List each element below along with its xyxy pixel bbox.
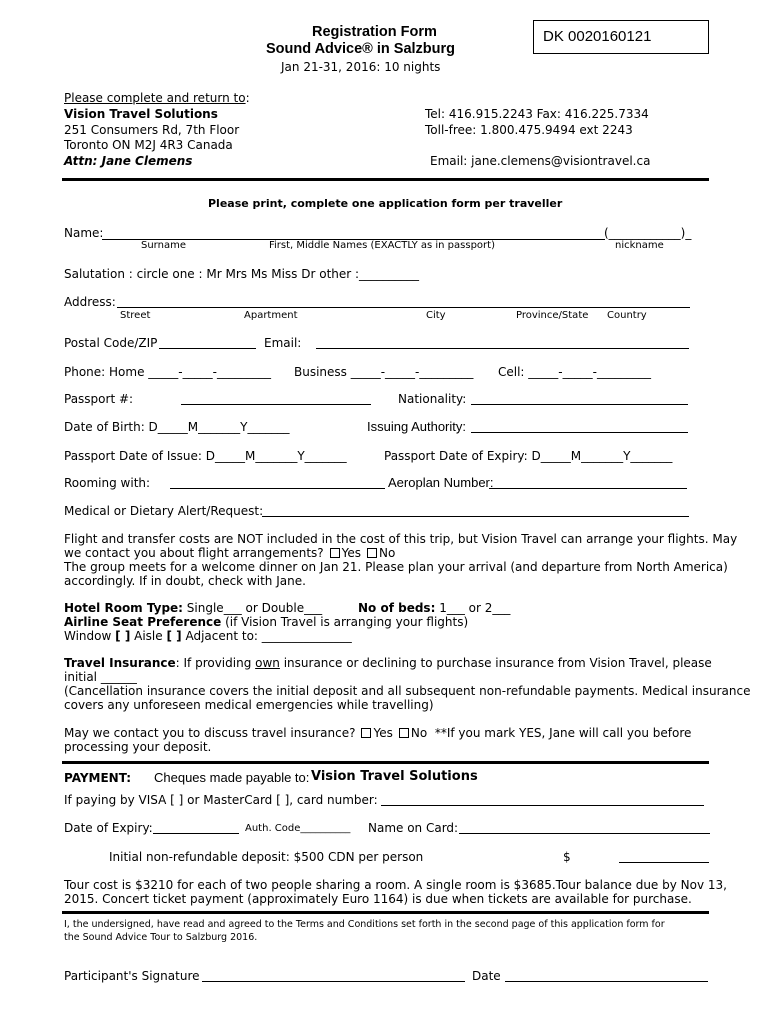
hotel-room-type-options: Single___ or Double___	[182, 601, 323, 615]
deposit-amount-field[interactable]	[619, 862, 709, 863]
return-label: Please complete and return to	[64, 91, 246, 105]
flight-no-label: No	[379, 546, 396, 560]
insurance-text-b: insurance or declining to purchase insurance from Vision Travel, please	[279, 656, 712, 670]
signature-date-field[interactable]	[505, 981, 708, 982]
reference-code-box	[533, 20, 709, 54]
beds-options: 1___ or 2___	[435, 601, 511, 615]
company-name: Vision Travel Solutions	[64, 107, 218, 121]
insurance-note-line2: covers any unforeseen medical emergencies while travelling)	[64, 698, 434, 712]
flight-yes-checkbox[interactable]	[330, 548, 340, 558]
name-label: Name:	[64, 226, 104, 240]
province-caption: Province/State	[516, 310, 589, 321]
phone-home-field[interactable]: Phone: Home _____-_____-_________	[64, 365, 271, 379]
agreement-line2: the Sound Advice Tour to Salzburg 2016.	[64, 932, 258, 943]
insurance-question-text: May we contact you to discuss travel insurance?	[64, 726, 356, 740]
toll-free: Toll-free: 1.800.475.9494 ext 2243	[425, 123, 633, 137]
passport-expiry-date-field[interactable]: Passport Date of Expiry: D_____M_______Y_______	[384, 449, 673, 463]
contact-email: Email: jane.clemens@visiontravel.ca	[430, 154, 651, 168]
aisle-label: Aisle	[134, 629, 163, 643]
insurance-text	[64, 656, 712, 670]
phone-fax: Tel: 416.915.2243 Fax: 416.225.7334	[425, 107, 649, 121]
flight-text-line3: The group meets for a welcome dinner on Jan 21. Please plan your arrival (and departure from North America)	[64, 560, 728, 574]
first-middle-caption: First, Middle Names (EXACTLY as in passport)	[269, 240, 495, 251]
flight-text-line4: accordingly. If in doubt, check with Jane.	[64, 574, 306, 588]
tour-dates: Jan 21-31, 2016: 10 nights	[281, 60, 441, 74]
tour-cost-line2: 2015. Concert ticket payment (approximately Euro 1164) is due when tickets are available for purchase.	[64, 892, 692, 906]
flight-no-checkbox[interactable]	[367, 548, 377, 558]
print-instructions: Please print, complete one application form per traveller	[208, 197, 563, 210]
email-label: Email:	[264, 336, 302, 350]
hotel-room-type-label: Hotel Room Type:	[64, 601, 183, 615]
signature-date-label: Date	[472, 969, 501, 983]
signature-field[interactable]	[202, 981, 465, 982]
card-expiry-field[interactable]	[153, 833, 239, 834]
insurance-no-label: No	[410, 726, 428, 740]
seat-label: Airline Seat Preference	[64, 615, 222, 629]
nationality-label: Nationality:	[398, 392, 467, 406]
company-address-line2: Toronto ON M2J 4R3 Canada	[64, 138, 233, 152]
medical-field[interactable]	[262, 516, 689, 517]
insurance-initial-field[interactable]: initial ______	[64, 670, 137, 684]
apartment-caption: Apartment	[244, 310, 298, 321]
name-on-card-label: Name on Card:	[368, 821, 459, 835]
insurance-own: own	[255, 656, 280, 670]
issuing-authority-field[interactable]	[471, 432, 688, 433]
country-caption: Country	[607, 310, 647, 321]
postal-code-field[interactable]	[159, 348, 256, 349]
window-checkbox[interactable]: [ ]	[115, 629, 131, 643]
flight-question	[64, 546, 395, 560]
flight-yes-label: Yes	[341, 546, 362, 560]
form-subtitle: Sound Advice® in Salzburg	[266, 41, 455, 57]
aeroplan-label: Aeroplan Number:	[388, 475, 494, 490]
name-on-card-field[interactable]	[459, 833, 710, 834]
rooming-with-label: Rooming with:	[64, 476, 151, 490]
insurance-label: Travel Insurance	[64, 656, 176, 670]
phone-business-field[interactable]: Business _____-_____-_________	[294, 365, 474, 379]
postal-code-label: Postal Code/ZIP	[64, 336, 158, 350]
city-caption: City	[426, 310, 446, 321]
cheques-text: Cheques made payable to:	[154, 770, 310, 785]
reference-code: DK 0020160121	[543, 28, 652, 45]
rooming-with-field[interactable]	[170, 488, 385, 489]
attention-contact: Attn: Jane Clemens	[64, 154, 193, 168]
hotel-room-type[interactable]	[64, 601, 322, 615]
signature-label: Participant's Signature	[64, 969, 200, 983]
tour-cost-line1: Tour cost is $3210 for each of two people sharing a room. A single room is $3685.Tour balance due by Nov 13,	[64, 878, 727, 892]
aisle-checkbox[interactable]: [ ]	[166, 629, 182, 643]
form-title: Registration Form	[312, 24, 437, 40]
flight-question-text: we contact you about flight arrangements?	[64, 546, 324, 560]
flight-text-line1: Flight and transfer costs are NOT included in the cost of this trip, but Vision Travel can arrange your flights. May	[64, 532, 738, 546]
deposit-text: Initial non-refundable deposit: $500 CDN per person	[109, 850, 424, 864]
insurance-contact-note: **If you mark YES, Jane will call you before	[434, 726, 692, 740]
payment-label: PAYMENT:	[64, 771, 132, 785]
return-colon: :	[245, 91, 250, 105]
card-expiry-label: Date of Expiry:	[64, 821, 153, 835]
address-label: Address:	[64, 295, 116, 309]
insurance-yes-label: Yes	[373, 726, 393, 740]
seat-note: (if Vision Travel is arranging your flights)	[221, 615, 469, 629]
agreement-line1: I, the undersigned, have read and agreed to the Terms and Conditions set forth in the second page of this application form for	[64, 919, 665, 930]
deposit-dollar: $	[563, 850, 571, 864]
medical-label: Medical or Dietary Alert/Request:	[64, 504, 264, 518]
address-field[interactable]	[117, 307, 690, 308]
beds-label: No of beds:	[358, 601, 436, 615]
insurance-no-checkbox[interactable]	[399, 728, 409, 738]
nickname-caption: nickname	[615, 240, 664, 251]
aeroplan-field[interactable]	[489, 488, 687, 489]
email-field[interactable]	[316, 348, 689, 349]
street-caption: Street	[120, 310, 151, 321]
seat-options	[64, 629, 352, 643]
phone-cell-field[interactable]: Cell: _____-_____-_________	[498, 365, 651, 379]
divider-top	[62, 178, 709, 181]
issuing-authority-label: Issuing Authority:	[367, 419, 466, 434]
insurance-contact-question	[64, 726, 691, 740]
insurance-yes-checkbox[interactable]	[361, 728, 371, 738]
auth-code-field[interactable]: Auth. Code__________	[245, 823, 351, 834]
passport-field[interactable]	[181, 404, 371, 405]
nationality-field[interactable]	[471, 404, 688, 405]
divider-agreement	[62, 911, 709, 914]
nickname-field[interactable]: (____________)_	[604, 226, 692, 240]
insurance-contact-note2: processing your deposit.	[64, 740, 212, 754]
date-of-birth-field[interactable]: Date of Birth: D_____M_______Y_______	[64, 420, 290, 434]
payee-name: Vision Travel Solutions	[311, 769, 478, 784]
card-type-text[interactable]: If paying by VISA [ ] or MasterCard [ ], card number:	[64, 793, 378, 807]
airline-seat-preference	[64, 615, 468, 629]
adjacent-field[interactable]: Adjacent to: _______________	[185, 629, 352, 643]
beds-count[interactable]	[358, 601, 510, 615]
card-number-field[interactable]	[381, 805, 704, 806]
salutation-field[interactable]: Salutation : circle one : Mr Mrs Ms Miss Dr other :__________	[64, 267, 420, 281]
window-label: Window	[64, 629, 112, 643]
insurance-text-a: : If providing	[175, 656, 256, 670]
company-address-line1: 251 Consumers Rd, 7th Floor	[64, 123, 240, 137]
return-instruction	[64, 91, 250, 105]
divider-payment	[62, 761, 709, 764]
passport-label: Passport #:	[64, 392, 134, 406]
insurance-note-line1: (Cancellation insurance covers the initial deposit and all subsequent non-refundable payments. Medical insurance	[64, 684, 751, 698]
surname-caption: Surname	[141, 240, 186, 251]
passport-issue-date-field[interactable]: Passport Date of Issue: D_____M_______Y_______	[64, 449, 347, 463]
